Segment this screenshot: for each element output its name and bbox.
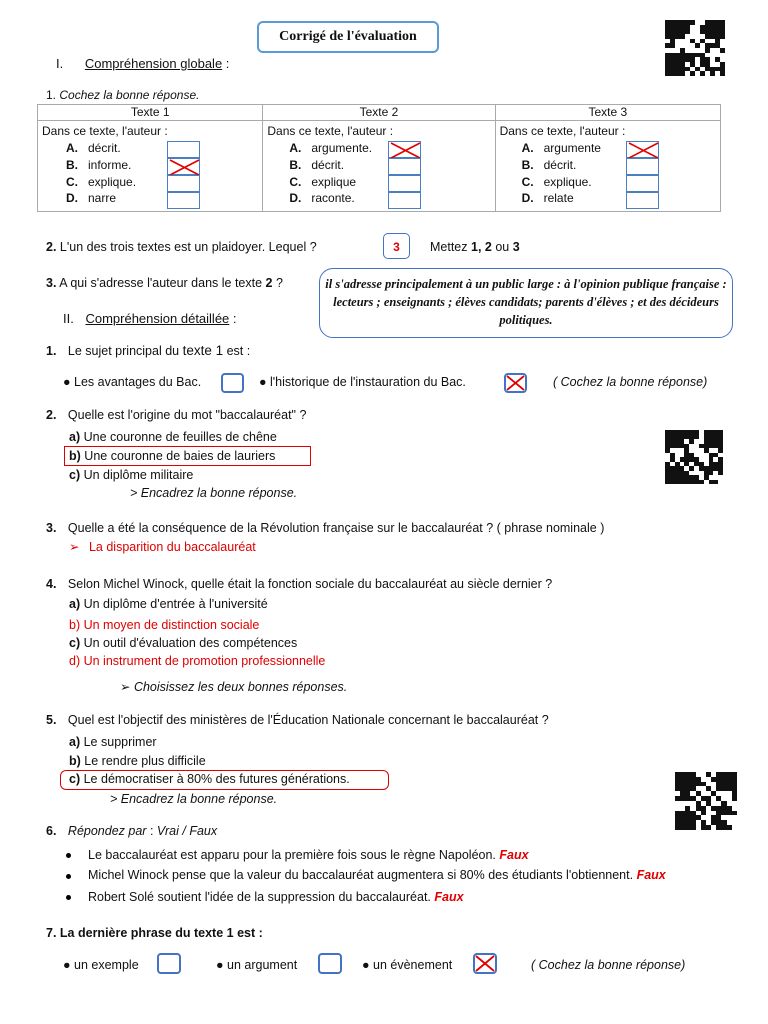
hint <box>430 240 520 254</box>
option <box>522 140 601 156</box>
instruction: > Encadrez la bonne réponse. <box>110 792 278 806</box>
checkbox[interactable] <box>626 192 659 209</box>
question-number: 2. <box>46 240 57 254</box>
option-2: ● un argument <box>216 958 298 972</box>
question-text: Quelle est l'origine du mot "baccalauréat" ? <box>67 408 307 422</box>
choice-letter: b) <box>69 754 81 768</box>
choice-text: Le rendre plus difficile <box>84 754 206 768</box>
option-text: relate <box>543 191 574 205</box>
option-text: argumente <box>543 141 601 155</box>
choice-b <box>69 449 275 463</box>
detail-question-2 <box>46 408 306 422</box>
statement-answer: Faux <box>499 848 529 862</box>
option-letter: C. <box>289 175 302 189</box>
option-text: explique. <box>88 175 137 189</box>
table-cell-text-2 <box>263 121 495 212</box>
question-number: 1. <box>46 344 57 358</box>
question-number: 4. <box>46 577 57 591</box>
section-colon: : <box>225 56 230 71</box>
choice-text: Un diplôme militaire <box>83 468 194 482</box>
option-letter: B. <box>289 158 302 172</box>
option <box>522 157 577 173</box>
qr-code-icon <box>665 20 725 76</box>
statement <box>88 848 529 862</box>
question-number: 5. <box>46 713 57 727</box>
option <box>66 157 131 173</box>
table-cell-text-1 <box>38 121 263 212</box>
table-header: Texte 2 <box>263 105 495 121</box>
bullet-icon <box>66 895 71 900</box>
question-number: 7. <box>46 926 57 940</box>
detail-question-7 <box>46 926 263 940</box>
question-text: A qui s'adresse l'auteur dans le texte <box>59 276 263 290</box>
instruction: > Encadrez la bonne réponse. <box>130 486 298 500</box>
choice-text: Une couronne de baies de lauriers <box>84 449 276 463</box>
question-number: 2. <box>46 408 57 422</box>
cross-mark-icon <box>504 373 527 393</box>
option-text: explique. <box>543 175 592 189</box>
cross-mark-icon <box>473 953 497 974</box>
cross-mark-icon <box>168 159 201 176</box>
question-text: Selon Michel Winock, quelle était la fonction sociale du baccalauréat au siècle dernier ? <box>67 577 553 591</box>
hint-numbers: 1, 2 <box>471 240 492 254</box>
table-cell-text-3 <box>495 121 720 212</box>
text-number: 2 <box>265 276 273 290</box>
option-text: décrit. <box>88 141 121 155</box>
option-letter: C. <box>521 175 534 189</box>
choice-c <box>69 468 193 482</box>
section-colon: : <box>232 311 237 326</box>
option-2: ● l'historique de l'instauration du Bac. <box>259 375 466 389</box>
option-text: raconte. <box>311 191 355 205</box>
checkbox-checked[interactable] <box>504 373 527 393</box>
statement-answer: Faux <box>434 890 464 904</box>
arrow-icon: ➢ <box>69 540 80 554</box>
option-text: argumente. <box>311 141 373 155</box>
choice-text: Le supprimer <box>83 735 157 749</box>
question-text: Répondez par <box>67 824 147 838</box>
section-2-heading <box>63 311 237 326</box>
question-3 <box>46 276 283 290</box>
question-1 <box>46 88 199 102</box>
answer-text: La disparition du baccalauréat <box>88 540 256 554</box>
question-text-2: Vrai / Faux <box>156 824 218 838</box>
page-title: Corrigé de l'évaluation <box>257 21 439 53</box>
qr-code-icon <box>675 772 737 830</box>
detail-question-4 <box>46 577 552 591</box>
answer-box[interactable]: 3 <box>383 233 410 259</box>
checkbox[interactable] <box>626 158 659 175</box>
statement-text: Robert Solé soutient l'idée de la suppression du baccalauréat. <box>88 890 431 904</box>
choice-text: Une couronne de feuilles de chêne <box>83 430 277 444</box>
hint-number: 3 <box>512 240 520 254</box>
question-colon: : <box>149 824 154 838</box>
option <box>289 174 356 190</box>
choice-d-correct: d) Un instrument de promotion professionnelle <box>69 654 326 668</box>
checkbox[interactable] <box>388 158 421 175</box>
choice-b <box>69 754 206 768</box>
checkbox[interactable] <box>626 175 659 192</box>
option <box>522 190 574 206</box>
question-number: 3. <box>46 276 57 290</box>
choice-text: Le démocratiser à 80% des futures générations. <box>83 772 350 786</box>
checkbox-checked[interactable] <box>473 953 497 974</box>
instruction: ➢ Choisissez les deux bonnes réponses. <box>120 680 348 694</box>
option-text: décrit. <box>543 158 577 172</box>
statement <box>88 868 666 882</box>
checkbox[interactable] <box>157 953 181 974</box>
option-letter: A. <box>289 141 302 155</box>
bullet-icon <box>66 853 71 858</box>
question-mark: ? <box>275 276 283 290</box>
question-text: Cochez la bonne réponse. <box>59 88 200 102</box>
option-letter: D. <box>289 191 302 205</box>
question-text: Le sujet principal du <box>67 344 180 358</box>
table-header: Texte 3 <box>495 105 720 121</box>
option-letter: B. <box>521 158 534 172</box>
option-text: informe. <box>88 158 132 172</box>
option-text: décrit. <box>311 158 345 172</box>
detail-question-6 <box>46 824 217 838</box>
texts-table <box>37 104 721 212</box>
option <box>289 140 372 156</box>
checkbox[interactable] <box>221 373 244 393</box>
answer-bubble: il s'adresse principalement à un public large : à l'opinion publique française : lecteurs ; enseignants ; élèves candidats; parents d'élèves ; et des décideurs politiques. <box>319 268 733 338</box>
statement-answer: Faux <box>636 868 666 882</box>
question-text: L'un des trois textes est un plaidoyer. Lequel ? <box>59 240 317 254</box>
option <box>289 157 344 173</box>
choice-c <box>69 772 350 786</box>
checkbox[interactable] <box>167 175 200 192</box>
hint-or: ou <box>495 240 510 254</box>
text-reference: texte 1 <box>182 343 224 358</box>
choice-a <box>69 430 277 444</box>
checkbox[interactable] <box>167 141 200 158</box>
question-text: La dernière phrase du texte 1 est : <box>59 926 263 940</box>
section-title: Compréhension globale <box>84 56 223 71</box>
option-3: ● un évènement <box>362 958 453 972</box>
instruction: ( Cochez la bonne réponse) <box>553 375 708 389</box>
choice-letter: a) <box>69 597 81 611</box>
choice-a <box>69 597 268 611</box>
detail-question-3 <box>46 521 604 535</box>
section-number: I. <box>56 56 64 71</box>
qr-code-icon <box>665 430 723 484</box>
table-header: Texte 1 <box>38 105 263 121</box>
cell-intro: Dans ce texte, l'auteur : <box>42 124 168 138</box>
checkbox-checked[interactable] <box>167 158 200 175</box>
option-1: ● un exemple <box>63 958 139 972</box>
option-1: ● Les avantages du Bac. <box>63 375 202 389</box>
choice-letter: a) <box>69 735 81 749</box>
cross-mark-icon <box>627 142 660 159</box>
option <box>66 174 136 190</box>
question-text: Quelle a été la conséquence de la Révolution française sur le baccalauréat ? ( phrase nominale ) <box>67 521 605 535</box>
option <box>66 140 121 156</box>
bullet-icon <box>66 874 71 879</box>
statement <box>88 890 464 904</box>
detail-question-5 <box>46 713 549 727</box>
option <box>522 174 592 190</box>
choice-letter: c) <box>69 772 81 786</box>
section-1-heading <box>56 56 229 71</box>
hint-text: Mettez <box>430 240 468 254</box>
choice-letter: a) <box>69 430 81 444</box>
checkbox-checked[interactable] <box>626 141 659 158</box>
cross-mark-icon <box>389 142 422 159</box>
choice-a <box>69 735 157 749</box>
choice-letter: c) <box>69 468 81 482</box>
choice-c <box>69 636 297 650</box>
question-number: 6. <box>46 824 57 838</box>
choice-b-correct: b) Un moyen de distinction sociale <box>69 618 260 632</box>
question-number: 3. <box>46 521 57 535</box>
question-text-end: est : <box>226 344 251 358</box>
checkbox[interactable] <box>167 192 200 209</box>
choice-letter: c) <box>69 636 81 650</box>
option <box>66 190 116 206</box>
option-letter: D. <box>66 191 78 205</box>
statement-text: Le baccalauréat est apparu pour la première fois sous le règne Napoléon. <box>88 848 496 862</box>
question-text: Quel est l'objectif des ministères de l'Éducation Nationale concernant le baccalauréat ? <box>67 713 549 727</box>
section-number: II. <box>63 311 74 326</box>
detail-question-1 <box>46 343 250 358</box>
option-letter: B. <box>66 158 78 172</box>
option-letter: A. <box>66 141 78 155</box>
option-letter: D. <box>521 191 534 205</box>
statement-text: Michel Winock pense que la valeur du baccalauréat augmentera si 80% des étudiants l'obtiennent. <box>88 868 634 882</box>
option-text: explique <box>311 175 357 189</box>
option-letter: A. <box>521 141 534 155</box>
option-letter: C. <box>66 175 78 189</box>
cell-intro: Dans ce texte, l'auteur : <box>267 124 394 138</box>
checkbox[interactable] <box>388 192 421 209</box>
checkbox[interactable] <box>388 175 421 192</box>
choice-text: Un outil d'évaluation des compétences <box>83 636 298 650</box>
cell-intro: Dans ce texte, l'auteur : <box>499 124 626 138</box>
answer <box>69 539 256 554</box>
choice-letter: b) <box>69 449 81 463</box>
option <box>289 190 354 206</box>
checkbox[interactable] <box>318 953 342 974</box>
section-title: Compréhension détaillée <box>85 311 230 326</box>
question-number: 1. <box>46 88 57 102</box>
checkbox-checked[interactable] <box>388 141 421 158</box>
question-2 <box>46 240 317 254</box>
option-text: narre <box>88 191 117 205</box>
instruction: ( Cochez la bonne réponse) <box>531 958 686 972</box>
choice-text: Un diplôme d'entrée à l'université <box>83 597 268 611</box>
